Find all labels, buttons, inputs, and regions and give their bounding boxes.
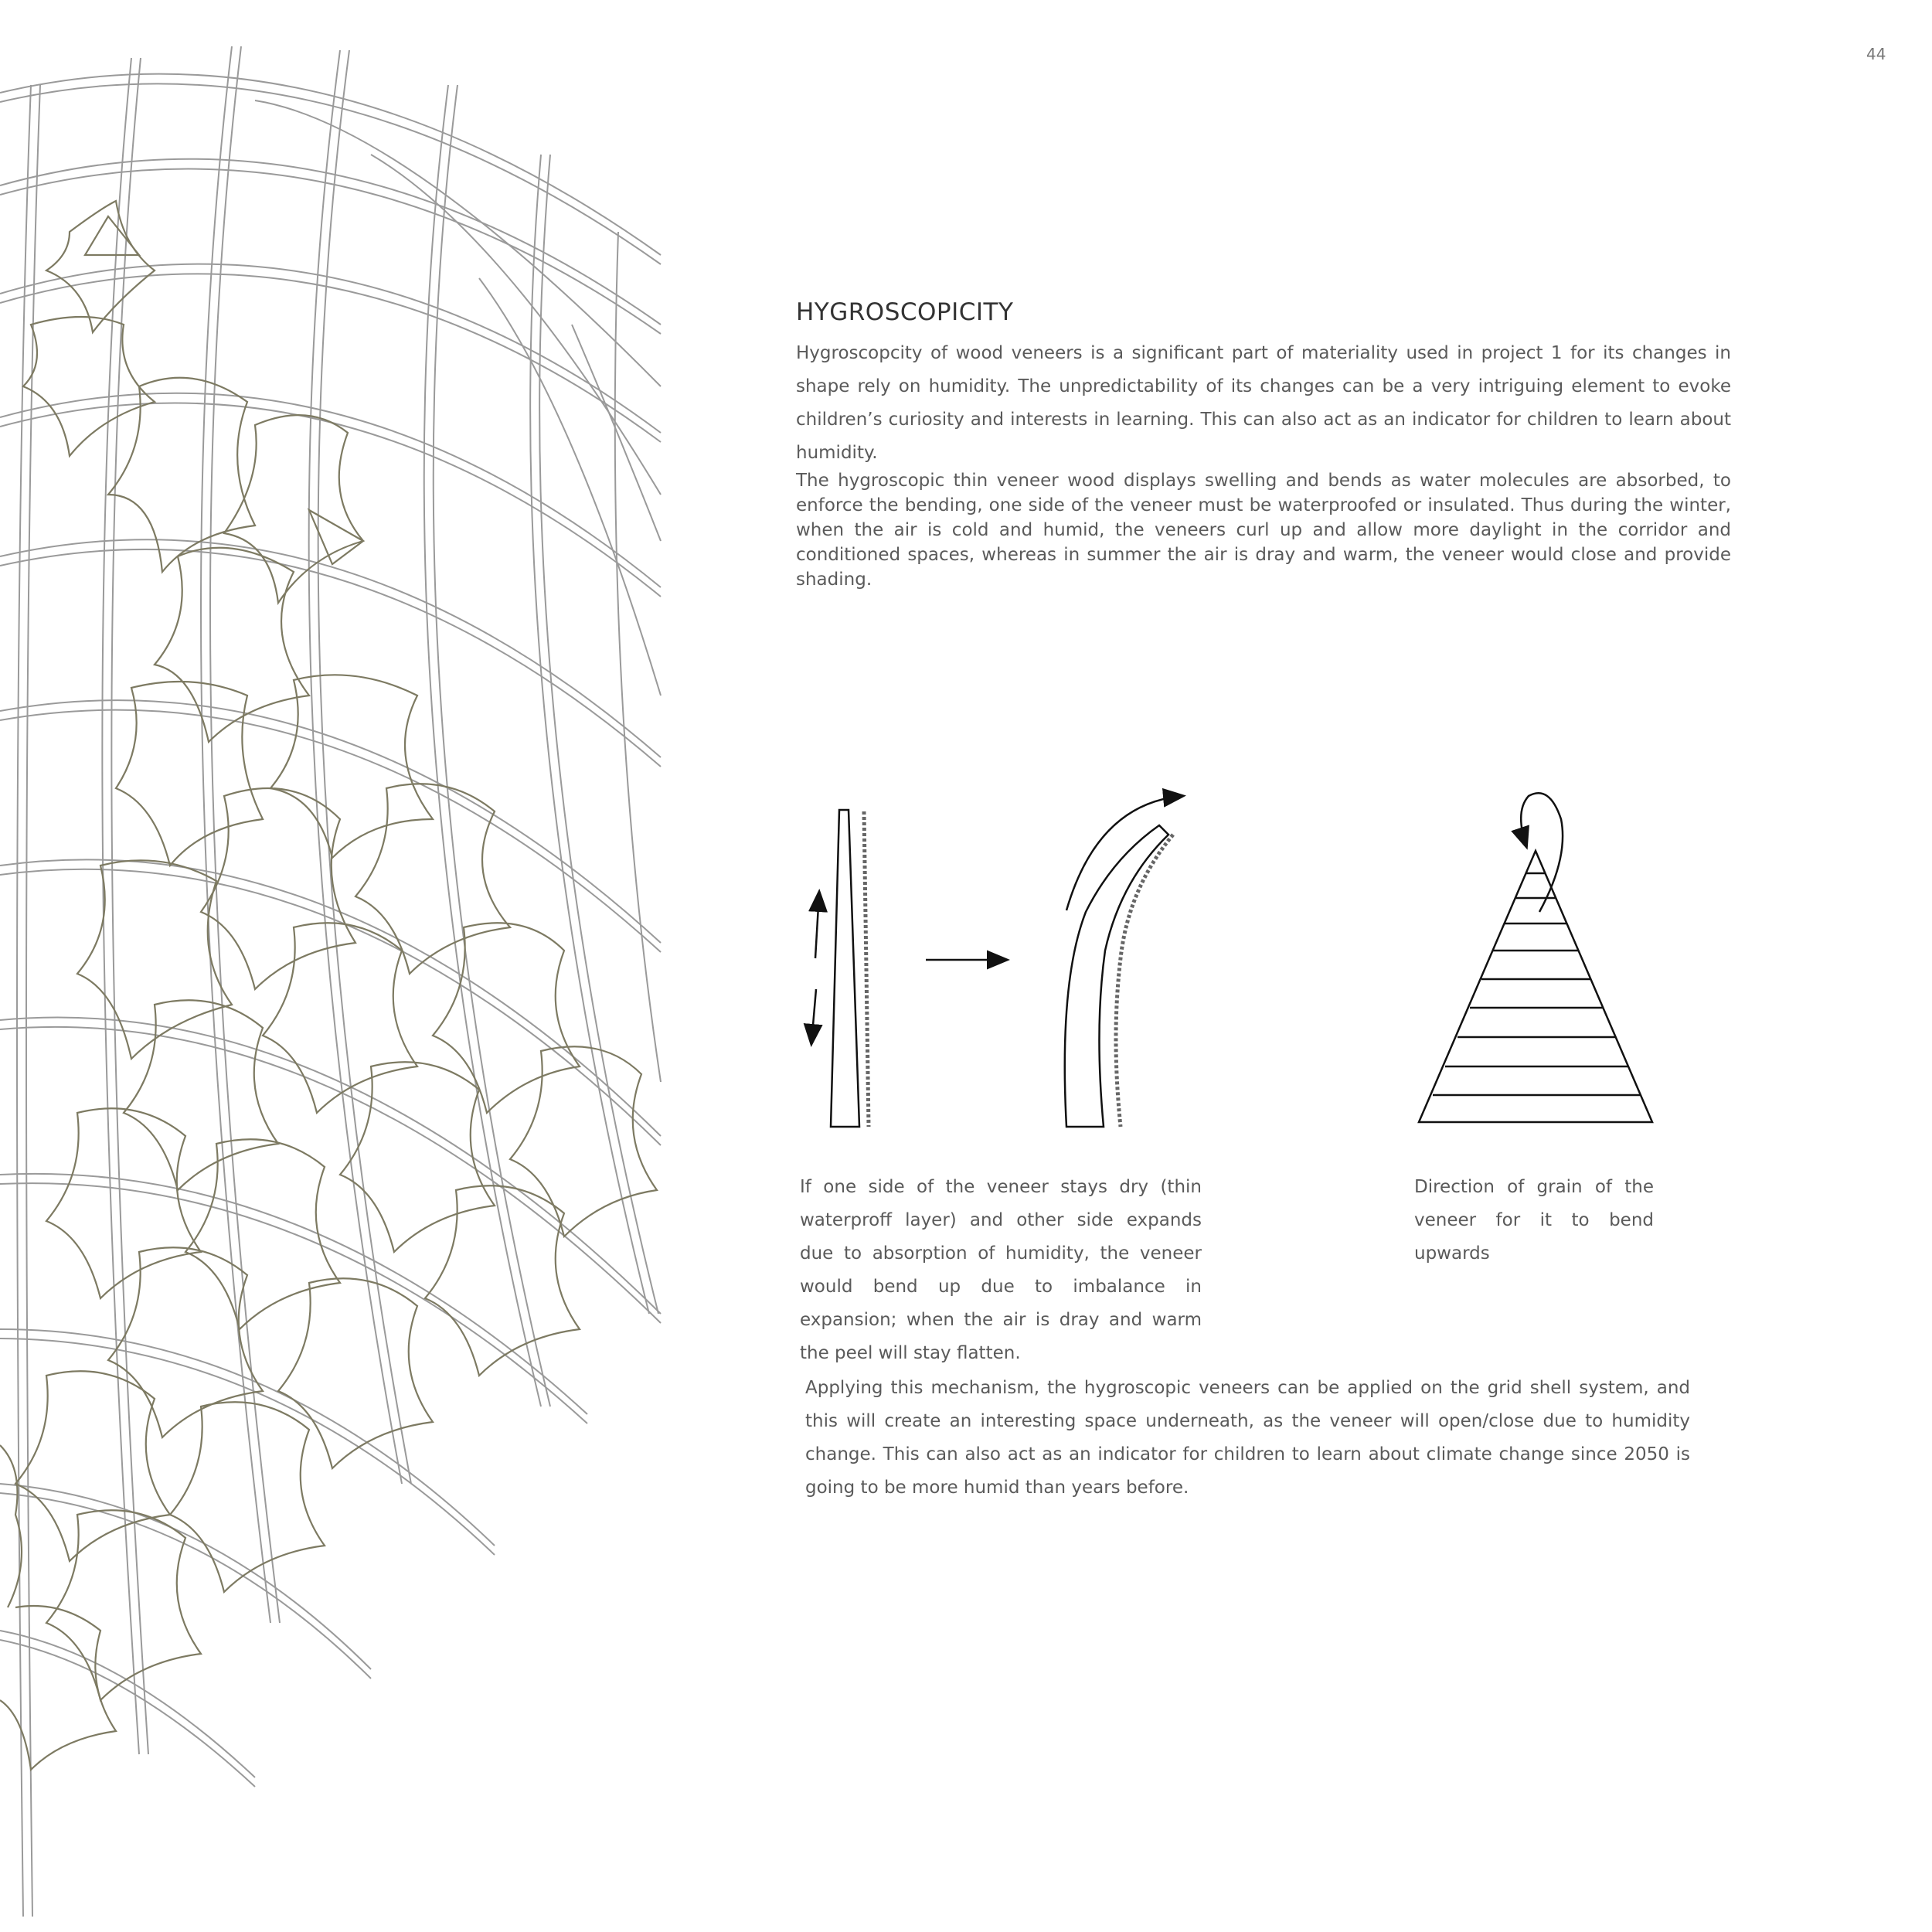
mechanism-paragraph: The hygroscopic thin veneer wood displays swelling and bends as water molecules are absorbed, to enforce the bending, one side of the veneer must be waterproofed or insulated. Thus during the winter, when the air is cold and humid, the veneers curl up and allow more daylight in the corridor and conditioned spaces, whereas in summer the air is dray and warm, the veneer would close and provide shading. xyxy=(796,471,1731,590)
bending-caption: If one side of the veneer stays dry (thin waterproff layer) and other side expands due to absorption of humidity, the veneer would bend up due to imbalance in expansion; when the air is dray and warm the peel will stay flatten. xyxy=(800,1177,1202,1363)
grain-caption: Direction of grain of the veneer for it to bend upwards xyxy=(1414,1177,1654,1264)
grain-direction-diagram xyxy=(1419,793,1652,1122)
veneer-bending-diagrams xyxy=(788,773,1716,1144)
veneer-panels xyxy=(0,201,657,1770)
section-title: HYGROSCOPICITY xyxy=(796,298,1014,326)
flat-veneer-diagram xyxy=(811,810,869,1127)
intro-paragraph: Hygroscopcity of wood veneers is a significant part of materiality used in project 1 for its changes in shape rely on humidity. The unpredictability of its changes can be a very intriguing element to evoke children’s curiosity and interests in learning. This can also act as an indicator for children to learn about humidity. xyxy=(796,343,1731,463)
application-paragraph: Applying this mechanism, the hygroscopic veneers can be applied on the grid shell system, and this will create an interesting space underneath, as the veneer will open/close due to humidity change. This can also act as an indicator for children to learn about climate change since 2050 is going to be more humid than years before. xyxy=(805,1378,1690,1498)
bent-veneer-diagram xyxy=(1065,796,1182,1127)
grid-shell-illustration xyxy=(0,0,665,1932)
page-number: 44 xyxy=(1866,45,1886,63)
